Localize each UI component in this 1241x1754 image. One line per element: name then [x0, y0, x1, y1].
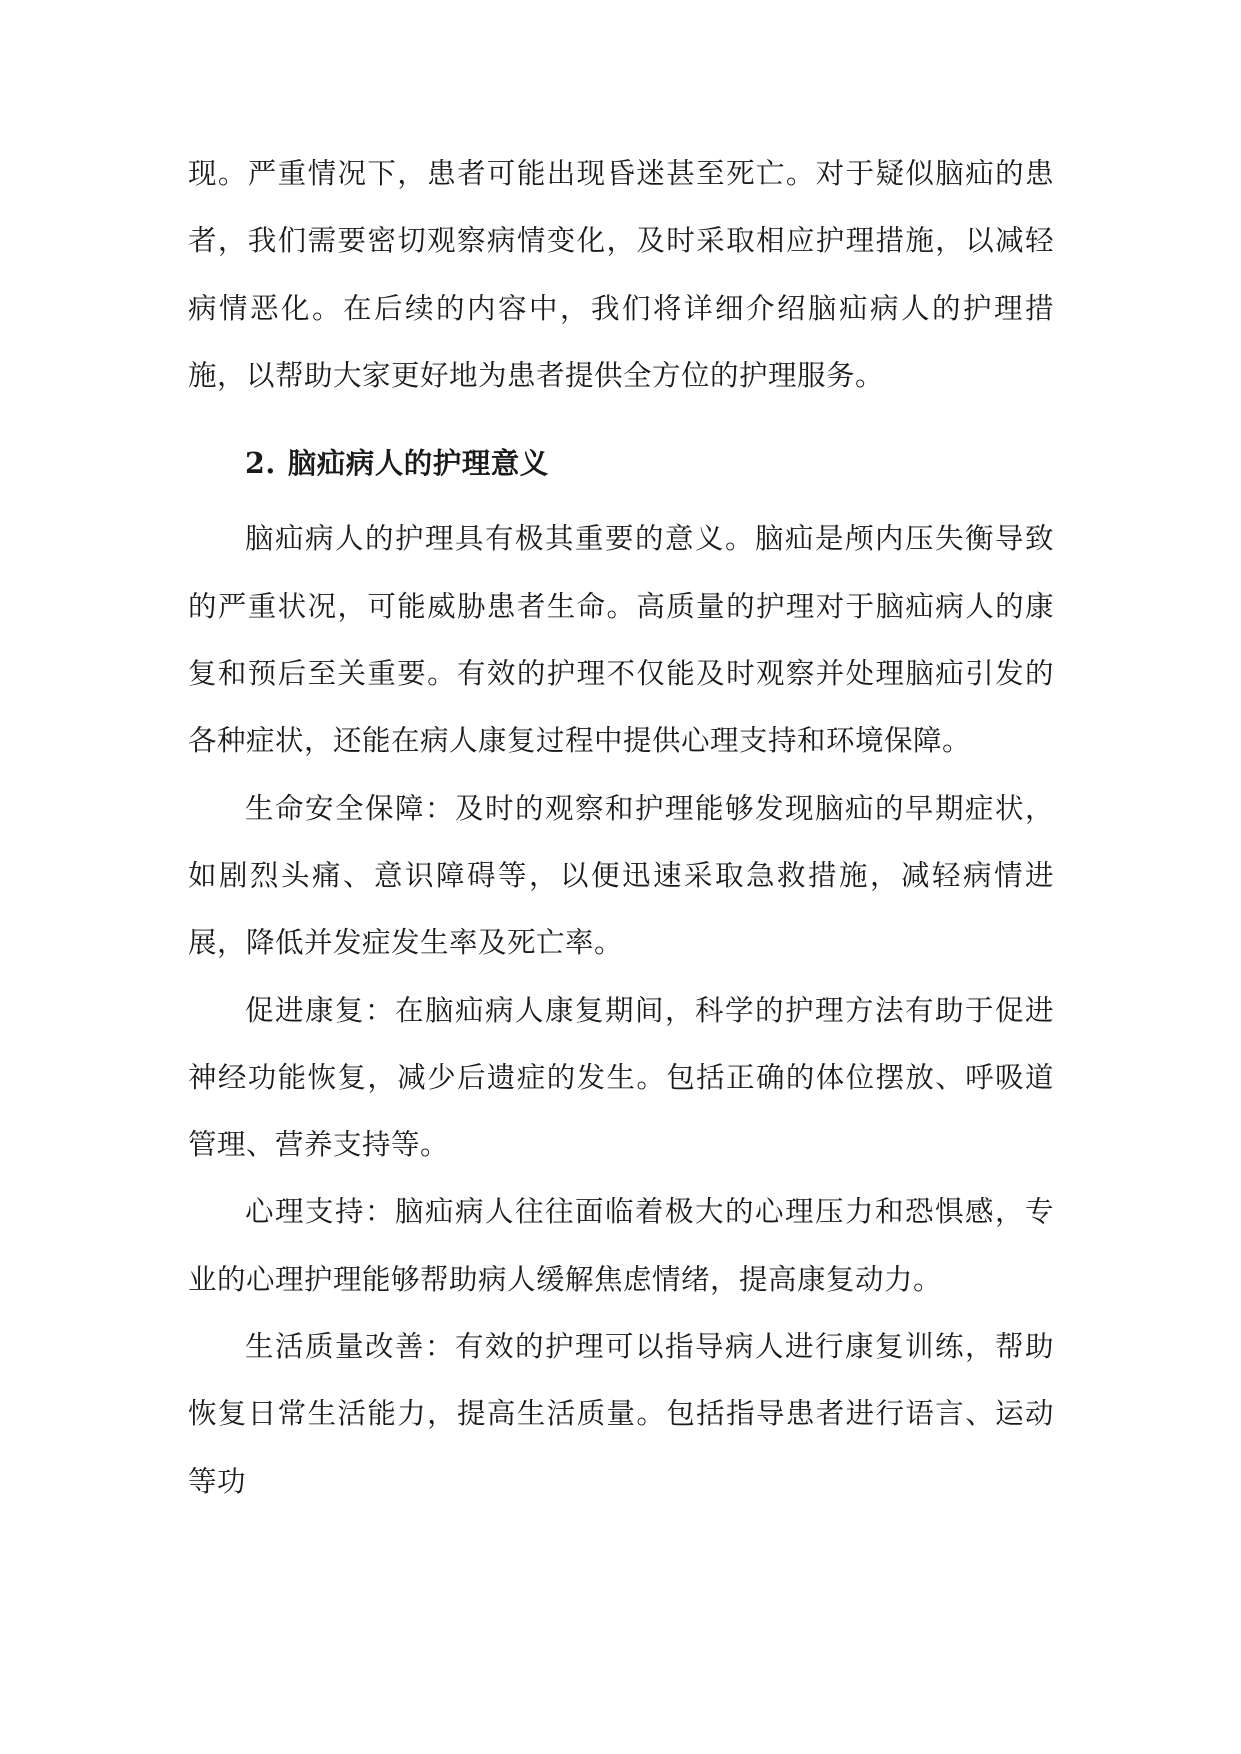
- section-title: 脑疝病人的护理意义: [287, 446, 549, 481]
- document-body: [188, 140, 1054, 1515]
- paragraph-recovery: 促进康复：在脑疝病人康复期间，科学的护理方法有助于促进神经功能恢复，减少后遗症的发生。包括正确的体位摆放、呼吸道管理、营养支持等。: [188, 993, 1054, 1162]
- paragraph-significance: 脑疝病人的护理具有极其重要的意义。脑疝是颅内压失衡导致的严重状况，可能威胁患者生命。高质量的护理对于脑疝病人的康复和预后至关重要。有效的护理不仅能及时观察并处理脑疝引发的各种症状，还能在病人康复过程中提供心理支持和环境保障。: [188, 522, 1054, 758]
- paragraph-life-safety: 生命安全保障：及时的观察和护理能够发现脑疝的早期症状，如剧烈头痛、意识障碍等，以便迅速采取急救措施，减轻病情进展，降低并发症发生率及死亡率。: [188, 791, 1054, 960]
- paragraph-psychological-support: 心理支持：脑疝病人往往面临着极大的心理压力和恐惧感，专业的心理护理能够帮助病人缓解焦虑情绪，提高康复动力。: [188, 1195, 1054, 1296]
- continuation-paragraph: 现。严重情况下，患者可能出现昏迷甚至死亡。对于疑似脑疝的患者，我们需要密切观察病情变化，及时采取相应护理措施，以减轻病情恶化。在后续的内容中，我们将详细介绍脑疝病人的护理措施，以帮助大家更好地为患者提供全方位的护理服务。: [188, 157, 1054, 392]
- paragraph-quality-of-life: 生活质量改善：有效的护理可以指导病人进行康复训练，帮助恢复日常生活能力，提高生活质量。包括指导患者进行语言、运动等功: [188, 1330, 1054, 1498]
- section-heading: [188, 409, 1054, 505]
- section-number: 2.: [245, 446, 276, 481]
